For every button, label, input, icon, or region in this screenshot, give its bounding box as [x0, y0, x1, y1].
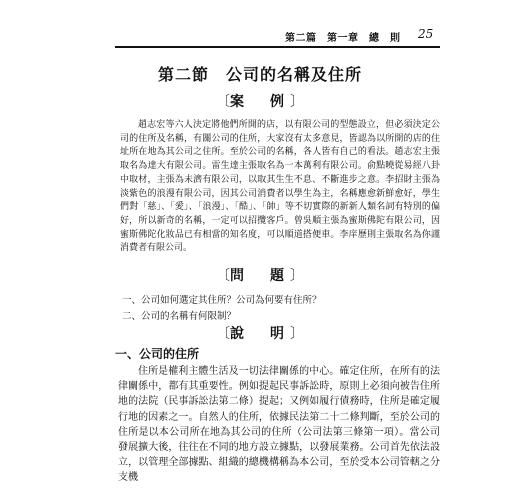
case-heading-label: 案 例 — [230, 94, 290, 110]
page-number: 25 — [418, 27, 434, 41]
header-rule — [115, 46, 440, 48]
explanation-heading: 〔說 明〕 — [216, 326, 304, 342]
case-heading: 〔案 例〕 — [216, 94, 304, 110]
subsection-heading: 一、公司的住所 — [115, 347, 200, 361]
explanation-paragraph: 住所是權利主體生活及一切法律關係的中心。確定住所，在所有的法律關係中，都有其重要性。例如提起民事訴訟時，原則上必須向被告住所地的法院（民事訴訟法第二條）提起；又例如履行債務時，住所是確定履行地的因素之一。自然人的住所，依據民法第二十二條判斷，至於公司的住所是以本公司所在地為其公司的住所（公司法第三條第一項）。當公司發展擴大後，往往在不同的地方設立據點，以發展業務。公司首先依法設立，以管理全部據點、組織的總機構稱為本公司，至於受本公司管轄之分支機 — [118, 366, 440, 484]
section-title: 第二節 公司的名稱及住所 — [157, 65, 362, 84]
running-header: 第二篇 第一章 總 則 — [285, 33, 401, 44]
explanation-heading-label: 說 明 — [230, 326, 290, 342]
questions-heading: 〔問 題〕 — [216, 268, 304, 284]
question-item-1: 一、公司如何選定其住所？公司為何要有住所？ — [122, 295, 322, 306]
questions-heading-label: 問 題 — [230, 268, 290, 284]
case-paragraph: 趙志宏等六人決定將他們所開的店，以有限公司的型態設立，但必須決定公司的住所及名稱，有關公司的住所，大家沒有太多意見，皆認為以所開的店的住址所在地為其公司之住所。至於公司的名稱，各人皆有自己的看法。趙志宏主張取名為達大有限公司。雷生達主張取名為一本萬利有限公司。俞點曉從易經八卦中取材，主張為未濟有限公司，以取其生生不息、不斷進步之意。李招財主張為淡紫色的浪漫有限公司，因其公司消費者以學生為主，名稱應愈新鮮愈好，學生們對「慈」、「愛」、「浪漫」、「酷」、「帥」等不切實際的新新人類名詞有特別的偏好，所以新奇的名稱，一定可以招攬客戶。曾吳順主張為蜜斯佛陀有限公司，因蜜斯佛陀化妝品已有相當的知名度，可以順道搭便車。李庠歷則主張取名為你謹消費者有限公司。 — [120, 120, 440, 254]
question-item-2: 二、公司的名稱有何限制？ — [122, 311, 237, 322]
